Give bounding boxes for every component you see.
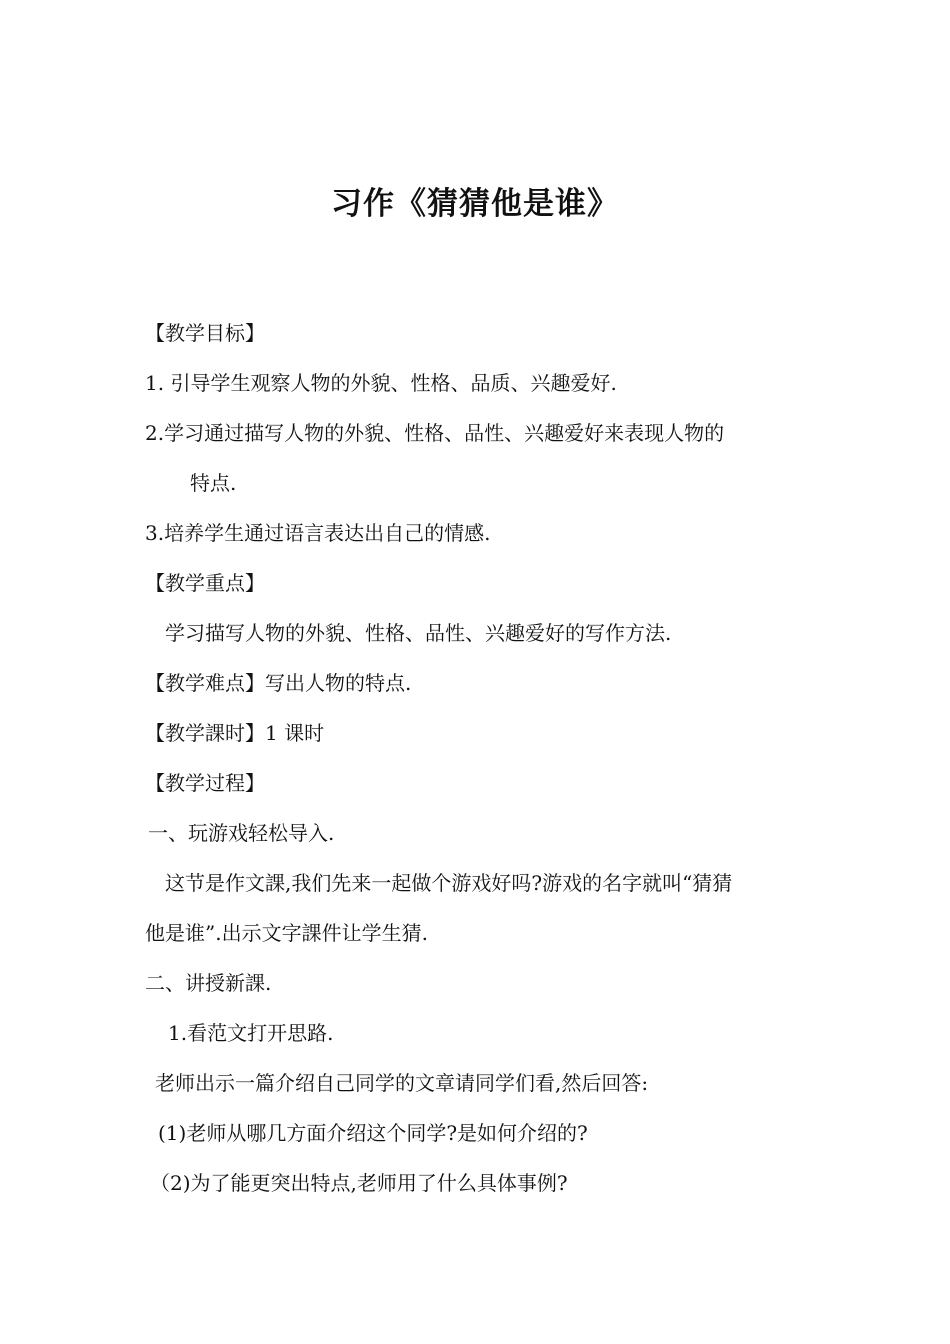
section-class-hours: 【教学課时】1 课时 xyxy=(145,721,325,745)
section-difficulty: 【教学难点】写出人物的特点. xyxy=(145,671,412,695)
process-step-2: 二、讲授新課. xyxy=(145,971,272,995)
question-2: （2)为了能更突出特点,老师用了什么具体事例? xyxy=(150,1171,568,1195)
process-substep-1-text: 老师出示一篇介绍自己同学的文章请同学们看,然后回答: xyxy=(155,1071,649,1095)
key-points-text: 学习描写人物的外貌、性格、品性、兴趣爱好的写作方法. xyxy=(165,621,672,645)
section-heading-objectives: 【教学目标】 xyxy=(145,321,265,345)
objective-item-1: 1. 引导学生观察人物的外貌、性格、品质、兴趣爱好. xyxy=(145,371,617,395)
process-step-1-text: 这节是作文課,我们先来一起做个游戏好吗?游戏的名字就叫“猜猜 xyxy=(165,871,733,895)
document-title: 习作《猜猜他是谁》 xyxy=(331,186,619,222)
objective-item-2: 2.学习通过描写人物的外貌、性格、品性、兴趣爱好来表现人物的 xyxy=(145,421,725,445)
process-step-1-text-continued: 他是谁”.出示文字課件让学生猜. xyxy=(145,921,428,945)
section-heading-key-points: 【教学重点】 xyxy=(145,571,265,595)
process-step-1: 一、玩游戏轻松导入. xyxy=(148,821,335,845)
objective-item-2-continued: 特点. xyxy=(190,471,237,495)
objective-item-3: 3.培养学生通过语言表达出自己的情感. xyxy=(145,521,491,545)
question-1: (1)老师从哪几方面介绍这个同学?是如何介绍的? xyxy=(158,1121,588,1145)
process-substep-1: 1.看范文打开思路. xyxy=(168,1021,334,1045)
section-heading-process: 【教学过程】 xyxy=(145,771,265,795)
